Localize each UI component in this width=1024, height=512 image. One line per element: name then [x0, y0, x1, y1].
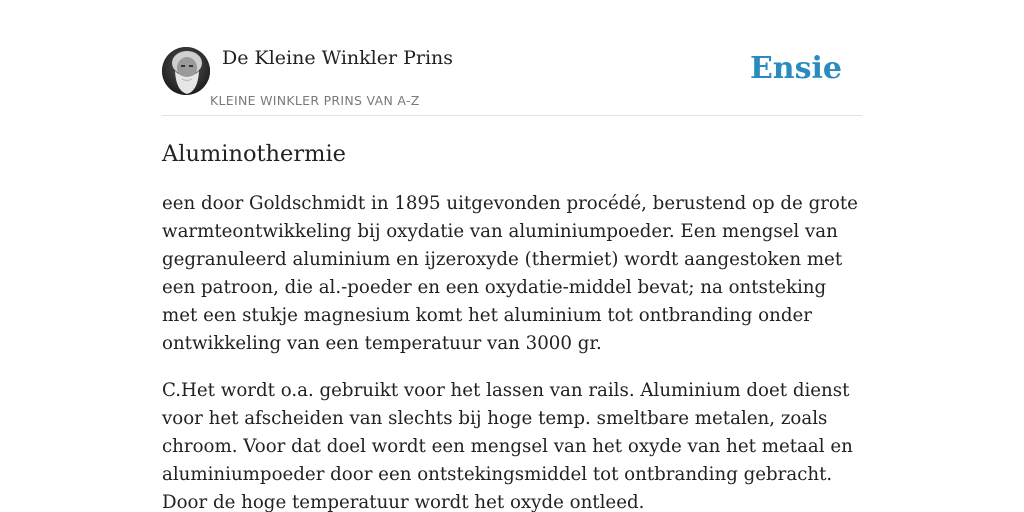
page-header — [162, 0, 862, 116]
article-paragraph: een door Goldschmidt in 1895 uitgevonden procédé, berustend op de grote warmteontwikkeling bij oxydatie van aluminiumpoeder. Een mengsel van gegranuleerd aluminium en ijzeroxyde (thermiet) wordt aangestoken met een patroon, die al.-poeder en een oxydatie-middel bevat; na ontsteking met een stukje magnesium komt het aluminium tot ontbranding onder ontwikkeling van een temperatuur van 3000 gr. — [162, 193, 858, 354]
author-avatar[interactable] — [162, 47, 210, 95]
article — [162, 138, 862, 512]
bearded-man-portrait-icon — [162, 47, 210, 95]
site-logo[interactable]: Ensie — [749, 51, 842, 86]
article-title: Aluminothermie — [162, 141, 346, 167]
publication-name[interactable]: KLEINE WINKLER PRINS VAN A-Z — [210, 93, 420, 108]
article-paragraph: C.Het wordt o.a. gebruikt voor het lassen van rails. Aluminium doet dienst voor het afscheiden van slechts bij hoge temp. smeltbare metalen, zoals chroom. Voor dat doel wordt een mengsel van het oxyde van het metaal en aluminiumpoeder door een ontstekingsmiddel tot ontbranding gebracht. Door de hoge temperatuur wordt het oxyde ontleed. — [162, 380, 853, 512]
author-name[interactable]: De Kleine Winkler Prins — [222, 47, 454, 69]
